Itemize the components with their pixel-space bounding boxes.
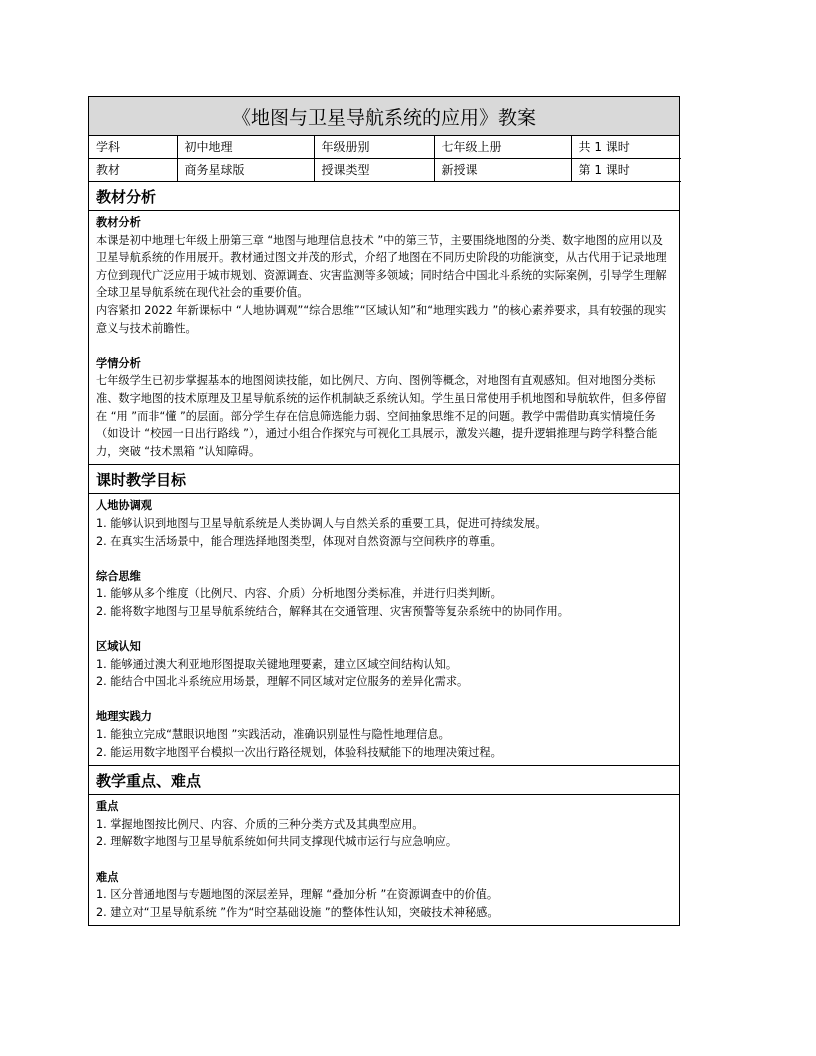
list-item: 2. 理解数字地图与卫星导航系统如何共同支撑现代城市运行与应急响应。 (96, 835, 458, 849)
document-title: 《地图与卫星导航系统的应用》教案 (89, 97, 679, 136)
textbook-label: 教材 (89, 159, 177, 182)
list-item: 2. 能结合中国北斗系统应用场景，理解不同区域对定位服务的差异化需求。 (96, 675, 469, 689)
list-item: 1. 能够通过澳大利亚地形图提取关键地理要素，建立区域空间结构认知。 (96, 657, 458, 671)
list-item: 1. 能够认识到地图与卫星导航系统是人类协调人与自然关系的重要工具，促进可持续发展。 (96, 516, 547, 530)
list-item: 2. 能将数字地图与卫星导航系统结合，解释其在交通管理、灾害预警等复杂系统中的协同作用。 (96, 604, 569, 618)
subheading: 综合思维 (96, 569, 141, 583)
subheading: 难点 (96, 870, 119, 884)
subheading: 地理实践力 (96, 710, 152, 724)
grade-value: 七年级上册 (434, 136, 571, 159)
table-row (89, 136, 681, 159)
subject-value: 初中地理 (177, 136, 314, 159)
lesson-type-value: 新授课 (434, 159, 571, 182)
list-item: 2. 在真实生活场景中，能合理选择地图类型，体现对自然资源与空间秩序的尊重。 (96, 534, 502, 548)
table-row (89, 159, 681, 182)
current-period: 第 1 课时 (571, 159, 681, 182)
subheading: 学情分析 (96, 356, 141, 370)
list-item: 2. 建立对“卫星导航系统 ”作为“时空基础设施 ”的整体性认知，突破技术神秘感。 (96, 905, 499, 919)
list-item: 1. 区分普通地图与专题地图的深层差异，理解 “叠加分析 ”在资源调查中的价值。 (96, 888, 499, 902)
list-item: 2. 能运用数字地图平台模拟一次出行路径规划，体验科技赋能下的地理决策过程。 (96, 745, 502, 759)
textbook-value: 商务星球版 (177, 159, 314, 182)
course-info-table (89, 136, 681, 182)
subject-label: 学科 (89, 136, 177, 159)
list-item: 1. 掌握地图按比例尺、内容、介质的三种分类方式及其典型应用。 (96, 817, 424, 831)
subheading: 教材分析 (96, 216, 141, 229)
list-item: 1. 能够从多个维度（比例尺、内容、介质）分析地图分类标准，并进行归类判断。 (96, 587, 502, 601)
textbook-analysis-section (89, 182, 679, 465)
section-heading: 课时教学目标 (89, 465, 679, 494)
section-heading: 教材分析 (89, 182, 679, 211)
lesson-type-label: 授课类型 (314, 159, 434, 182)
paragraph: 本课是初中地理七年级上册第三章 “地图与地理信息技术 ”中的第三节，主要围绕地图的分类、数字地图的应用以及卫星导航系统的作用展开。教材通过图文并茂的形式，介绍了地图在不同历史阶段的功能演变，从古代用于记录地理方位到现代广泛应用于城市规划、资源调查、灾害监测等多领域；同时结合中国北斗系统的实际案例，引导学生理解全球卫星导航系统在现代社会的重要价值。 (96, 233, 667, 300)
list-item: 1. 能独立完成“慧眼识地图 ”实践活动，准确识别显性与隐性地理信息。 (96, 728, 450, 742)
grade-label: 年级册别 (314, 136, 434, 159)
key-points-section (89, 766, 679, 925)
objectives-section (89, 465, 679, 766)
subheading: 区域认知 (96, 640, 141, 654)
paragraph: 七年级学生已初步掌握基本的地图阅读技能，如比例尺、方向、图例等概念，对地图有直观感知。但对地图分类标准、数字地图的技术原理及卫星导航系统的运作机制缺乏系统认知。学生虽日常使用手机地图和导航软件，但多停留在 “用 ”而非“懂 ”的层面。部分学生存在信息筛选能力弱、空间抽象思维不足的问题。教学中需借助真实情境任务（如设计 “校园一日出行路线 ”），通过小组合作探究与可视化工具展示，激发兴趣，提升逻辑推理与跨学科整合能力，突破 “技术黑箱 ”认知障碍。 (96, 374, 667, 458)
lesson-plan-document (88, 96, 680, 926)
section-heading: 教学重点、难点 (89, 766, 679, 795)
paragraph: 内容紧扣 2022 年新课标中 “人地协调观”“综合思维”“区域认知”和“地理实践力 ”的核心素养要求，具有较强的现实意义与技术前瞻性。 (96, 303, 667, 335)
subheading: 人地协调观 (96, 499, 152, 513)
total-periods: 共 1 课时 (571, 136, 681, 159)
subheading: 重点 (96, 800, 119, 814)
